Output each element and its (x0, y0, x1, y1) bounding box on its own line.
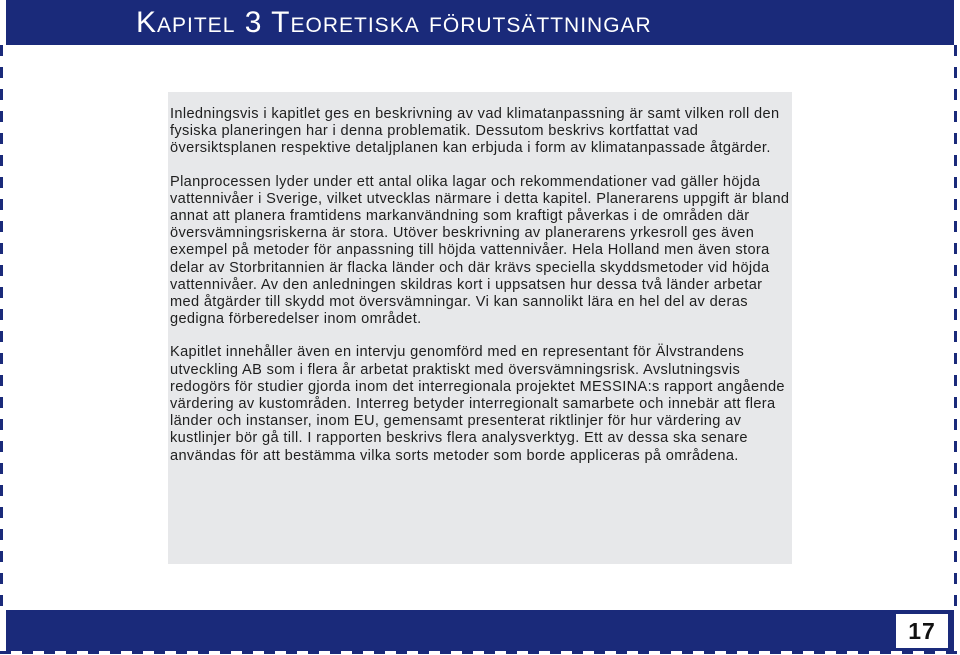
chapter-title: Kapitel 3 Teoretiska förutsättningar (6, 0, 954, 45)
right-dashed-border (954, 45, 957, 610)
bottom-dashed-border (0, 651, 960, 654)
text-box (168, 92, 792, 564)
paragraph-intro: Inledningsvis i kapitlet ges en beskrivning av vad klimatanpassning är samt vilken roll den fysiska planeringen har i denna problematik. Dessutom beskrivs kortfattat vad översiktsplanen respektive detaljplanen kan erbjuda i form av klimatanpassade åtgärder. (170, 106, 780, 157)
footer-bar (6, 610, 954, 651)
paragraph-planning-process: Planprocessen lyder under ett antal olika lagar och rekommendationer vad gäller höjda vattennivåer i Sverige, vilket utvecklas närmare i detta kapitel. Planerarens uppgift är bland annat att planera framtidens markanvändning som kraftigt påverkas i de områden där översvämningsriskerna är stora. Utöver beskrivning av planerarens yrkesroll ges även exempel på metoder för anpassning till höjda vattennivåer. Hela Holland men även stora delar av Storbritannien är flacka länder och där krävs speciella skyddsmetoder vid höjda vattennivåer. Av den anledningen skildras kort i uppsatsen hur dessa två länder arbetar med åtgärder till skydd mot översvämningar. Vi kan sannolikt lära en hel del av deras gedigna förberedelser inom området. (170, 173, 790, 328)
page-number: 17 (896, 614, 948, 648)
paragraph-interview: Kapitlet innehåller även en intervju genomförd med en representant för Älvstrandens utveckling AB som i flera år arbetat praktiskt med översvämningsrisk. Avslutningsvis redogörs för studier gjorda inom det interregionala projektet MESSINA:s rapport angående värdering av kustområden. Interreg betyder interregionalt samarbete och innebär att flera länder och instanser, inom EU, gemensamt presenterat riktlinjer för hur värdering av kustlinjer bör gå till. I rapporten beskrivs flera analysverktyg. Ett av dessa ska senare användas för att bestämma vilka sorts metoder som borde appliceras på områdena. (170, 344, 785, 464)
left-dashed-border (0, 45, 3, 610)
